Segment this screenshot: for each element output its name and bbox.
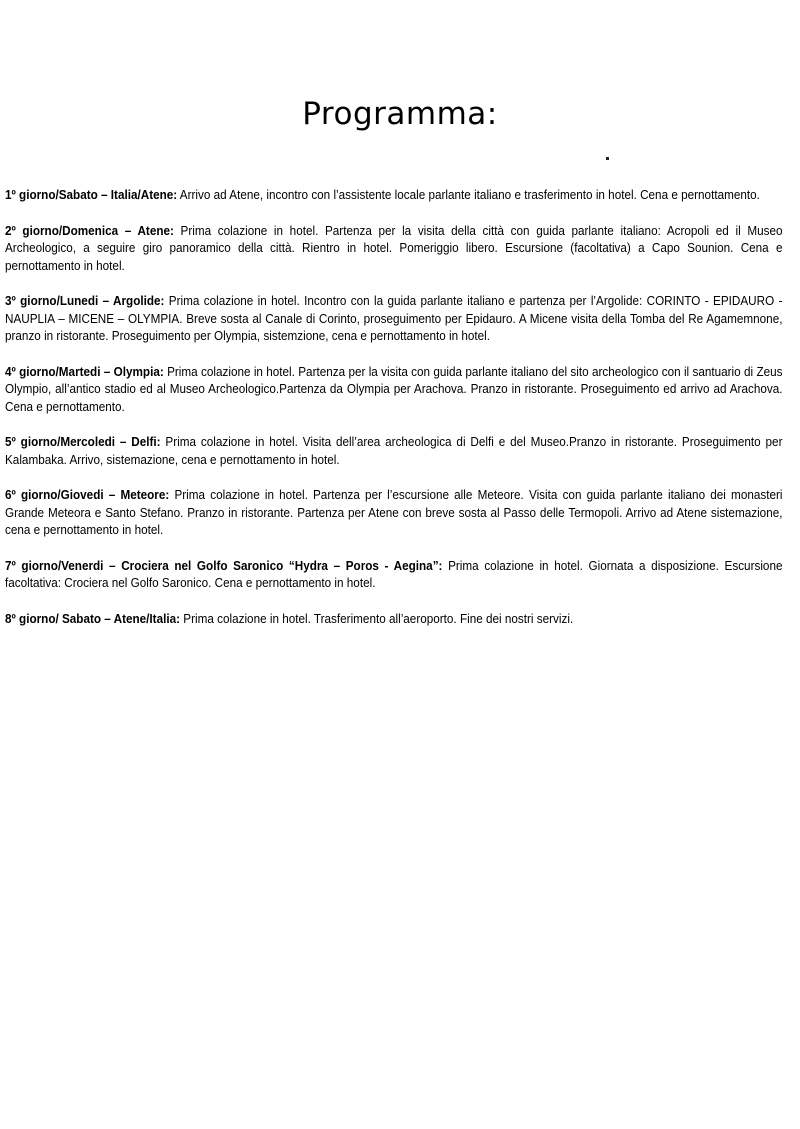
day-paragraph	[5, 487, 782, 540]
day-paragraph	[5, 223, 782, 276]
day-description: Prima colazione in hotel. Trasferimento all’aeroporto. Fine dei nostri servizi.	[180, 611, 574, 626]
day-heading: 4º giorno/Martedi – Olympia:	[5, 364, 164, 379]
day-description: Prima colazione in hotel. Visita dell’area archeologica di Delfi e del Museo.Pranzo in ristorante. Proseguimento per Kalambaka. Arrivo, sistemazione, cena e pernottamento in hotel.	[5, 435, 783, 467]
day-description: Arrivo ad Atene, incontro con l’assistente locale parlante italiano e trasferimento in hotel. Cena e pernottamento.	[177, 188, 760, 202]
day-heading: 2º giorno/Domenica – Atene:	[5, 223, 174, 238]
day-paragraph	[5, 434, 782, 469]
stray-dot	[606, 157, 609, 160]
day-heading: 5º giorno/Mercoledi – Delfi:	[5, 435, 161, 449]
day-heading: 3º giorno/Lunedi – Argolide:	[5, 294, 165, 308]
page-title: Programma:	[302, 96, 498, 132]
day-description: Prima colazione in hotel. Partenza per la visita con guida parlante italiano del sito archeologico con il santuario di Zeus Olympio, all’antico stadio ed al Museo Archeologico.Partenza da Olympia per Arachova. Pranzo in ristorante. Proseguimento ed arrivo ad Arachova. Cena e pernottamento.	[5, 364, 783, 414]
day-paragraph	[5, 558, 782, 593]
itinerary	[5, 187, 782, 646]
day-heading: 6º giorno/Giovedi – Meteore:	[5, 488, 170, 502]
day-description: Prima colazione in hotel. Partenza per l’escursione alle Meteore. Visita con guida parlante italiano dei monasteri Grande Meteora e Santo Stefano. Pranzo in ristorante. Partenza per Atene con breve sosta al Passo delle Termopoli. Arrivo ad Atene sistemazione, cena e pernottamento in hotel.	[5, 488, 783, 537]
day-heading: 1º giorno/Sabato – Italia/Atene:	[5, 188, 178, 202]
day-description: Prima colazione in hotel. Partenza per la visita della città con guida parlante italiano: Acropoli ed il Museo Archeologico, a seguire giro panoramico della città. Rientro in hotel. Pomeriggio libero. Escursione (facoltativa) a Capo Sounion. Cena e pernottamento in hotel.	[5, 223, 783, 273]
day-heading: 7º giorno/Venerdi – Crociera nel Golfo Saronico “Hydra – Poros - Aegina”:	[5, 558, 443, 573]
day-description: Prima colazione in hotel. Incontro con la guida parlante italiano e partenza per l’Argolide: CORINTO - EPIDAURO - NAUPLIA – MICENE – OLYMPIA. Breve sosta al Canale di Corinto, proseguimento per Epidauro. A Micene visita della Tomba del Re Agamemnone, pranzo in ristorante. Proseguimento per Olympia, sistemzione, cena e pernottamento in hotel.	[5, 294, 783, 343]
day-paragraph	[5, 611, 782, 629]
day-heading: 8º giorno/ Sabato – Atene/Italia:	[5, 611, 181, 626]
day-description: Prima colazione in hotel. Giornata a disposizione. Escursione facoltativa: Crociera nel Golfo Saronico. Cena e pernottamento in hotel.	[5, 558, 783, 590]
day-paragraph	[5, 364, 782, 417]
day-paragraph	[5, 293, 782, 346]
day-paragraph	[5, 187, 782, 205]
